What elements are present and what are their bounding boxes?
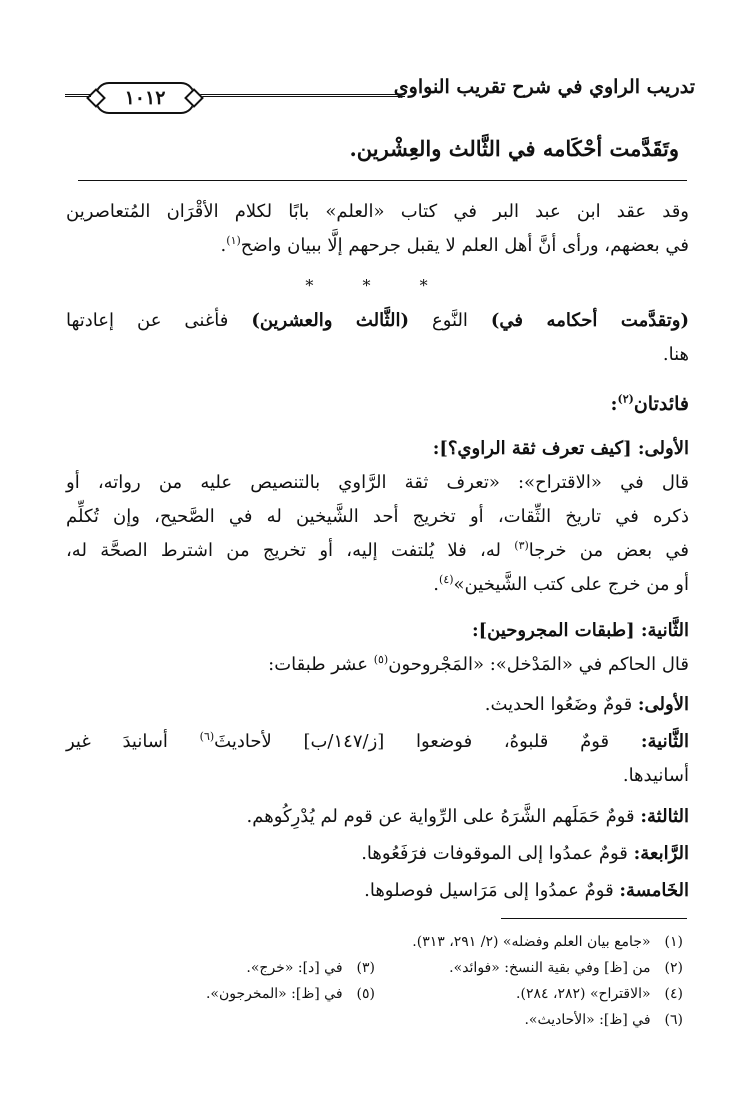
footnote-4-number: (٤) bbox=[664, 986, 683, 1002]
header-rule bbox=[195, 94, 405, 97]
tier-1 bbox=[66, 696, 689, 714]
footnote-ref-2: (٢) bbox=[617, 392, 634, 406]
second-line1 bbox=[66, 653, 689, 675]
footnote-rule bbox=[501, 918, 687, 919]
footnote-2-number: (٢) bbox=[664, 960, 683, 976]
footnote-5-number: (٥) bbox=[356, 986, 375, 1002]
footnote-3-text: في [د]: «خرج». bbox=[246, 960, 343, 976]
first-line2: ذكره في تاريخ الثِّقات، أو تخريج أحد الشَّيخين له في الصَّحيح، وإن تُكلِّم bbox=[66, 506, 689, 527]
footnote-1-text: «جامع بيان العلم وفضله» (٢/ ٢٩١، ٣١٣). bbox=[412, 934, 651, 950]
tier-2-a: قومٌ قلبوهُ، فوضعوا [ز/١٤٧/ب] لأحاديثَ bbox=[214, 731, 641, 752]
footnote-3 bbox=[246, 960, 375, 976]
section-separator-stars: * * * bbox=[305, 276, 450, 295]
header-rule-left bbox=[65, 94, 91, 97]
footnote-5 bbox=[206, 986, 375, 1002]
footnote-ref-4: (٤) bbox=[439, 573, 454, 586]
benefits-label: فائدتان bbox=[633, 393, 689, 415]
main-text-end: وتَقَدَّمت أحْكَامه في الثَّالث والعِشْرين. bbox=[349, 136, 679, 161]
benefits-colon: : bbox=[610, 393, 618, 415]
tier-1-text: قومٌ وضَعُوا الحديث. bbox=[484, 694, 638, 715]
first-line4-b: . bbox=[433, 574, 440, 595]
para2-mid: النَّوع bbox=[409, 310, 491, 331]
footnote-2 bbox=[449, 960, 683, 976]
first-line4-a: أو من خرج على كتب الشَّيخين» bbox=[453, 574, 689, 595]
footnote-ref-3: (٣) bbox=[514, 539, 529, 552]
tier-3 bbox=[66, 808, 689, 826]
footnote-6-number: (٦) bbox=[664, 1012, 683, 1028]
footnote-5-text: في [ظ]: «المخرجون». bbox=[205, 986, 343, 1002]
footnote-1-number: (١) bbox=[664, 934, 683, 950]
first-line3-b: له، فلا يُلتفت إليه، أو تخريج من اشترط الصحَّة له، bbox=[66, 540, 515, 561]
tier-1-label: الأولى: bbox=[637, 694, 689, 715]
first-line1: قال في «الاقتراح»: «تعرف ثقة الرَّاوي بالتنصيص عليه من رواته، أو bbox=[66, 472, 689, 493]
footnote-6-text: في [ظ]: «الأحاديث». bbox=[524, 1012, 651, 1028]
second-line1-b: عشر طبقات: bbox=[268, 654, 374, 675]
benefits-heading bbox=[66, 392, 689, 415]
footnote-ref-6: (٦) bbox=[199, 730, 215, 743]
para2-rest: فأغنى عن إعادتها bbox=[66, 310, 252, 331]
tier-4-text: قومٌ عمدُوا إلى الموقوفات فرَفَعُوها. bbox=[361, 843, 634, 864]
tier-2-line2: أسانيدها. bbox=[622, 765, 689, 786]
para2-line2: هنا. bbox=[662, 344, 689, 365]
tier-4 bbox=[66, 845, 689, 863]
tier-5-label: الخَامسة: bbox=[619, 880, 689, 901]
footnote-ref-1: (١) bbox=[226, 234, 241, 247]
tier-5 bbox=[66, 882, 689, 900]
footnote-6 bbox=[524, 1012, 683, 1028]
tier-4-label: الرَّابعة: bbox=[633, 843, 689, 864]
tier-3-text: قومٌ حَمَلَهم الشَّرَهُ على الرِّواية عن قوم لم يُدْرِكُوهم. bbox=[246, 806, 641, 827]
running-title: تدريب الراوي في شرح تقريب النواوي bbox=[393, 76, 695, 98]
footnote-3-number: (٣) bbox=[356, 960, 375, 976]
para2-bold-close: (الثَّالث والعشرين) bbox=[251, 310, 409, 331]
footnote-ref-5: (٥) bbox=[373, 653, 389, 666]
second-heading: الثَّانية: [طبقات المجروحين]: bbox=[471, 620, 689, 641]
tier-2-line1 bbox=[66, 730, 690, 752]
text-separator-rule bbox=[78, 180, 687, 181]
tier-2-label: الثَّانية: bbox=[640, 731, 690, 752]
para2-bold-open: (وتقدَّمت أحكامه في) bbox=[490, 310, 689, 331]
para2-line1 bbox=[66, 312, 689, 330]
para1-line1: وقد عقد ابن عبد البر في كتاب «العلم» بابًا لكلام الأقْرَان المُتعاصرين bbox=[66, 201, 689, 222]
tier-5-text: قومٌ عمدُوا إلى مَرَاسيل فوصلوها. bbox=[364, 880, 620, 901]
second-line1-a: قال الحاكم في «المَدْخل»: «المَجْروحون bbox=[388, 654, 689, 675]
page-number: ١٠١٢ bbox=[95, 82, 195, 114]
first-heading: الأولى: [كيف تعرف ثقة الراوي؟]: bbox=[432, 438, 689, 459]
footnote-2-text: من [ظ] وفي بقية النسخ: «فوائد». bbox=[449, 960, 651, 976]
footnote-1 bbox=[412, 934, 683, 950]
tier-3-label: الثالثة: bbox=[640, 806, 689, 827]
footnote-4 bbox=[516, 986, 683, 1002]
first-line4 bbox=[66, 573, 689, 595]
para1-line2-text: في بعضهم، ورأى أنَّ أهل العلم لا يقبل جرحهم إلَّا ببيان واضح bbox=[240, 235, 689, 256]
first-line3-a: في بعض من خرجا bbox=[528, 540, 690, 561]
tier-2-b: أسانيدَ غير bbox=[66, 731, 200, 752]
footnote-4-text: «الاقتراح» (٢٨٢، ٢٨٤). bbox=[516, 986, 651, 1002]
para1-line2-end: . bbox=[220, 235, 227, 256]
first-line3 bbox=[66, 539, 690, 561]
page-header bbox=[65, 76, 695, 116]
para1-line2 bbox=[66, 234, 689, 256]
